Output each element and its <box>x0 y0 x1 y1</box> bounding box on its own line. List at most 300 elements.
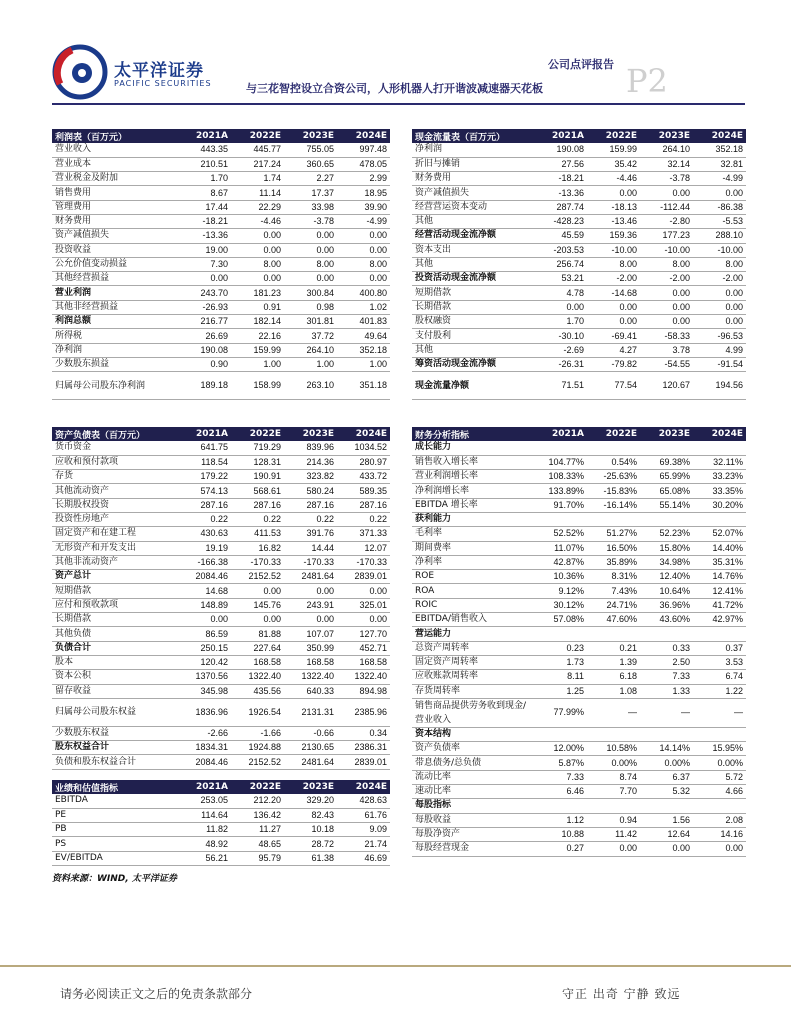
row-value: 41.72% <box>693 598 746 612</box>
row-value: -2.80 <box>640 214 693 228</box>
row-value: 6.37 <box>640 770 693 784</box>
table-row <box>412 214 746 228</box>
row-value: 1.22 <box>693 684 746 698</box>
row-value <box>693 727 746 741</box>
row-value: 168.58 <box>231 655 284 669</box>
row-value: -18.21 <box>534 172 587 186</box>
row-value: 433.72 <box>337 470 390 484</box>
row-value: 2481.64 <box>284 570 337 584</box>
row-value: 52.52% <box>534 527 587 541</box>
row-value: 391.76 <box>284 527 337 541</box>
row-value: 16.50% <box>587 541 640 555</box>
row-value: 10.36% <box>534 570 587 584</box>
table-header-row <box>52 129 390 143</box>
row-value <box>587 441 640 455</box>
row-label: 营业利润 <box>52 286 178 300</box>
row-value: 0.00 <box>640 286 693 300</box>
table-row <box>412 157 746 171</box>
row-value: 0.90 <box>178 357 231 371</box>
row-value: 95.79 <box>231 851 284 865</box>
row-value: 10.88 <box>534 827 587 841</box>
table-row <box>52 143 390 157</box>
row-label: 短期借款 <box>52 584 178 598</box>
row-value <box>693 627 746 641</box>
valuation-metrics-table <box>52 780 390 866</box>
row-value: 4.78 <box>534 286 587 300</box>
row-label: 销售费用 <box>52 186 178 200</box>
row-value: 1.02 <box>337 300 390 314</box>
table-row <box>412 286 746 300</box>
table-row <box>412 498 746 512</box>
row-label: 营业税金及附加 <box>52 172 178 186</box>
table-row <box>52 357 390 371</box>
row-value: 1.12 <box>534 813 587 827</box>
row-value: 300.84 <box>284 286 337 300</box>
table-row <box>52 741 390 755</box>
row-value: 445.77 <box>231 143 284 157</box>
row-value: 2.27 <box>284 172 337 186</box>
row-value: 5.72 <box>693 770 746 784</box>
row-value: 9.12% <box>534 584 587 598</box>
row-value: 22.29 <box>231 200 284 214</box>
row-value: -96.53 <box>693 329 746 343</box>
row-value: 2.08 <box>693 813 746 827</box>
table-row <box>52 570 390 584</box>
table-row <box>412 484 746 498</box>
row-value: 0.00 <box>693 315 746 329</box>
row-value: 0.00 <box>231 613 284 627</box>
row-value: 1834.31 <box>178 741 231 755</box>
table-row <box>52 470 390 484</box>
row-label: 公允价值变动损益 <box>52 257 178 271</box>
row-value <box>693 441 746 455</box>
row-value: 0.00 <box>587 842 640 856</box>
row-value <box>534 799 587 813</box>
row-value: 0.00 <box>231 272 284 286</box>
row-value: -166.38 <box>178 555 231 569</box>
row-value: 12.64 <box>640 827 693 841</box>
table-row <box>412 186 746 200</box>
row-label: 其他负债 <box>52 627 178 641</box>
row-value: 0.27 <box>534 842 587 856</box>
table-row <box>412 470 746 484</box>
row-value: 42.87% <box>534 555 587 569</box>
row-value: 159.99 <box>587 143 640 157</box>
row-value: 14.40% <box>693 541 746 555</box>
row-value: 0.22 <box>231 512 284 526</box>
cashflow-statement-table <box>412 129 746 400</box>
row-value: 8.11 <box>534 670 587 684</box>
row-value: 1034.52 <box>337 441 390 455</box>
row-label: 应收账款周转率 <box>412 670 534 684</box>
row-value: 0.00 <box>231 584 284 598</box>
row-value: 1.70 <box>534 315 587 329</box>
row-value: 190.08 <box>178 343 231 357</box>
row-value: 136.42 <box>231 808 284 822</box>
row-value: -30.10 <box>534 329 587 343</box>
row-label: 投资收益 <box>52 243 178 257</box>
row-value: 2.50 <box>640 655 693 669</box>
row-value: 2084.46 <box>178 570 231 584</box>
row-value: 0.21 <box>587 641 640 655</box>
row-value: 0.00 <box>640 842 693 856</box>
row-value: 24.71% <box>587 598 640 612</box>
table-row <box>412 243 746 257</box>
row-label: EBITDA <box>52 794 178 808</box>
row-value: 26.69 <box>178 329 231 343</box>
row-value: 1.00 <box>284 357 337 371</box>
row-value: 12.07 <box>337 541 390 555</box>
row-value: 168.58 <box>337 655 390 669</box>
row-value: 0.00% <box>640 756 693 770</box>
row-value: 120.42 <box>178 655 231 669</box>
row-value: 7.30 <box>178 257 231 271</box>
row-label: 销售收入增长率 <box>412 455 534 469</box>
row-value: 39.90 <box>337 200 390 214</box>
row-value: 360.65 <box>284 157 337 171</box>
table-row <box>52 851 390 865</box>
row-value: -428.23 <box>534 214 587 228</box>
row-value: 14.44 <box>284 541 337 555</box>
row-value: 9.09 <box>337 823 390 837</box>
row-value: 35.89% <box>587 555 640 569</box>
year-header: 2022E <box>231 427 284 441</box>
row-value: 158.99 <box>231 372 284 400</box>
row-value: 33.98 <box>284 200 337 214</box>
row-value <box>534 627 587 641</box>
row-label: 经营营运资本变动 <box>412 200 534 214</box>
row-label: 资产负债率 <box>412 742 534 756</box>
table-row <box>52 684 390 698</box>
row-value: 2.99 <box>337 172 390 186</box>
table-row <box>412 785 746 799</box>
table-title: 业绩和估值指标 <box>52 780 178 794</box>
row-value: -58.33 <box>640 329 693 343</box>
row-label: 每股收益 <box>412 813 534 827</box>
row-label: 每股经营现金 <box>412 842 534 856</box>
table-row <box>412 799 746 813</box>
row-label: 存货周转率 <box>412 684 534 698</box>
row-value: 574.13 <box>178 484 231 498</box>
row-value: 280.97 <box>337 455 390 469</box>
row-label: 每股净资产 <box>412 827 534 841</box>
row-value: 411.53 <box>231 527 284 541</box>
row-label: EBITDA/销售收入 <box>412 613 534 627</box>
row-label: 资产减值损失 <box>412 186 534 200</box>
table-title: 资产负债表（百万元） <box>52 427 178 441</box>
row-value: 0.00 <box>337 272 390 286</box>
row-value: 190.08 <box>534 143 587 157</box>
row-value: 159.36 <box>587 229 640 243</box>
table-row <box>412 727 746 741</box>
table-row <box>52 272 390 286</box>
row-label: EV/EBITDA <box>52 851 178 865</box>
header-divider <box>52 103 745 105</box>
row-label: 归属母公司股东权益 <box>52 698 178 726</box>
row-value: 51.27% <box>587 527 640 541</box>
row-label: 长期股权投资 <box>52 498 178 512</box>
row-value: 287.16 <box>178 498 231 512</box>
row-value: 0.00 <box>337 243 390 257</box>
year-header: 2022E <box>231 780 284 794</box>
row-value: 42.97% <box>693 613 746 627</box>
row-label: 净利率 <box>412 555 534 569</box>
row-label: ROIC <box>412 598 534 612</box>
row-label: 财务费用 <box>52 214 178 228</box>
row-value: 0.00 <box>284 584 337 598</box>
table-row <box>52 315 390 329</box>
row-value: 323.82 <box>284 470 337 484</box>
row-label: 股本 <box>52 655 178 669</box>
row-label: 无形资产和开发支出 <box>52 541 178 555</box>
row-value: -15.83% <box>587 484 640 498</box>
row-value: -0.66 <box>284 726 337 740</box>
table-row <box>412 343 746 357</box>
row-value: 256.74 <box>534 257 587 271</box>
table-row <box>412 813 746 827</box>
row-value <box>587 512 640 526</box>
year-header: 2021A <box>534 129 587 143</box>
row-value: 3.78 <box>640 343 693 357</box>
row-value: 1322.40 <box>337 670 390 684</box>
row-value: 81.88 <box>231 627 284 641</box>
row-value: 1.70 <box>178 172 231 186</box>
row-value: 8.31% <box>587 570 640 584</box>
row-value: 301.81 <box>284 315 337 329</box>
row-value: 452.71 <box>337 641 390 655</box>
row-value: 287.16 <box>337 498 390 512</box>
table-row <box>52 837 390 851</box>
row-value: 182.14 <box>231 315 284 329</box>
row-value: 179.22 <box>178 470 231 484</box>
row-value <box>534 727 587 741</box>
table-row <box>412 684 746 698</box>
table-row <box>412 272 746 286</box>
row-value: 2152.52 <box>231 570 284 584</box>
row-value: 53.21 <box>534 272 587 286</box>
row-label: 营业成本 <box>52 157 178 171</box>
row-value: 253.05 <box>178 794 231 808</box>
row-label: 少数股东损益 <box>52 357 178 371</box>
row-value: 7.33 <box>640 670 693 684</box>
row-value: 133.89% <box>534 484 587 498</box>
row-value: -2.00 <box>693 272 746 286</box>
row-value: 65.08% <box>640 484 693 498</box>
row-value <box>640 441 693 455</box>
row-label: 经营活动现金流净额 <box>412 229 534 243</box>
table-row <box>52 541 390 555</box>
row-value: 47.60% <box>587 613 640 627</box>
table-row <box>412 257 746 271</box>
row-value: 0.00 <box>587 186 640 200</box>
row-label: 带息债务/总负债 <box>412 756 534 770</box>
table-row <box>412 455 746 469</box>
table-row <box>52 498 390 512</box>
row-value: 287.16 <box>284 498 337 512</box>
table-row <box>412 756 746 770</box>
row-value: -16.14% <box>587 498 640 512</box>
row-value: 1.08 <box>587 684 640 698</box>
row-value: 0.00 <box>284 272 337 286</box>
row-value: 12.40% <box>640 570 693 584</box>
row-value: 894.98 <box>337 684 390 698</box>
row-value: 1.56 <box>640 813 693 827</box>
row-label: 资本结构 <box>412 727 534 741</box>
row-value: 32.11% <box>693 455 746 469</box>
row-value: 61.38 <box>284 851 337 865</box>
table-row <box>52 613 390 627</box>
table-header-row <box>412 129 746 143</box>
row-label: 少数股东权益 <box>52 726 178 740</box>
row-value: 4.99 <box>693 343 746 357</box>
table-row <box>412 742 746 756</box>
row-value: 3.53 <box>693 655 746 669</box>
row-value: -26.93 <box>178 300 231 314</box>
table-row <box>412 512 746 526</box>
row-label: 资本支出 <box>412 243 534 257</box>
row-value: 1322.40 <box>231 670 284 684</box>
row-value: 264.10 <box>284 343 337 357</box>
row-label: 其他流动资产 <box>52 484 178 498</box>
row-value: 1924.88 <box>231 741 284 755</box>
row-value: 190.91 <box>231 470 284 484</box>
row-value: -13.36 <box>534 186 587 200</box>
row-value: 77.54 <box>587 372 640 400</box>
row-value: -3.78 <box>640 172 693 186</box>
table-row <box>52 300 390 314</box>
row-value: 0.00 <box>693 186 746 200</box>
table-row <box>52 484 390 498</box>
row-value: 10.58% <box>587 742 640 756</box>
row-value <box>587 727 640 741</box>
report-headline: 与三花智控设立合资公司，人形机器人打开谐波减速器天花板 <box>246 82 543 95</box>
row-value: 30.20% <box>693 498 746 512</box>
row-value: 65.99% <box>640 470 693 484</box>
table-row <box>412 541 746 555</box>
company-logo-icon <box>52 44 108 100</box>
table-row <box>52 286 390 300</box>
row-value: — <box>640 698 693 727</box>
row-value: 48.65 <box>231 837 284 851</box>
row-label: 投资性房地产 <box>52 512 178 526</box>
table-row <box>412 441 746 455</box>
row-value: 0.00 <box>231 243 284 257</box>
table-row <box>412 315 746 329</box>
row-label: 净利润 <box>412 143 534 157</box>
table-row <box>412 329 746 343</box>
table-row <box>52 655 390 669</box>
row-value: -4.46 <box>587 172 640 186</box>
row-value: 0.37 <box>693 641 746 655</box>
row-value: 148.89 <box>178 598 231 612</box>
table-header-row <box>412 427 746 441</box>
row-value: 159.99 <box>231 343 284 357</box>
row-value: 401.83 <box>337 315 390 329</box>
row-value: -4.99 <box>693 172 746 186</box>
table-row <box>52 808 390 822</box>
row-value: 478.05 <box>337 157 390 171</box>
year-header: 2021A <box>178 129 231 143</box>
row-value: 127.70 <box>337 627 390 641</box>
row-value: 33.35% <box>693 484 746 498</box>
row-value: 194.56 <box>693 372 746 400</box>
row-value: 263.10 <box>284 372 337 400</box>
row-value: 0.98 <box>284 300 337 314</box>
row-value: 45.59 <box>534 229 587 243</box>
row-value: — <box>693 698 746 727</box>
table-row <box>52 527 390 541</box>
row-label: 其他 <box>412 214 534 228</box>
row-value: -2.00 <box>587 272 640 286</box>
row-value: 0.33 <box>640 641 693 655</box>
row-value: -4.46 <box>231 214 284 228</box>
row-label: 短期借款 <box>412 286 534 300</box>
row-value: 12.00% <box>534 742 587 756</box>
row-value: -18.13 <box>587 200 640 214</box>
table-row <box>412 357 746 371</box>
row-value <box>640 627 693 641</box>
row-value <box>640 799 693 813</box>
row-value: 1.00 <box>231 357 284 371</box>
row-label: 毛利率 <box>412 527 534 541</box>
row-value: -112.44 <box>640 200 693 214</box>
row-label: 固定资产和在建工程 <box>52 527 178 541</box>
row-value: 0.00 <box>693 842 746 856</box>
year-header: 2023E <box>640 427 693 441</box>
row-value: 4.66 <box>693 785 746 799</box>
income-statement-table <box>52 129 390 400</box>
row-value: 243.91 <box>284 598 337 612</box>
row-value: 0.00 <box>534 300 587 314</box>
row-label: 每股指标 <box>412 799 534 813</box>
row-value: 0.00 <box>640 300 693 314</box>
table-row <box>412 613 746 627</box>
row-value: 214.36 <box>284 455 337 469</box>
row-value: 0.34 <box>337 726 390 740</box>
row-value: 641.75 <box>178 441 231 455</box>
row-label: 资本公积 <box>52 670 178 684</box>
table-row <box>412 172 746 186</box>
row-value: 264.10 <box>640 143 693 157</box>
row-label: 营业利润增长率 <box>412 470 534 484</box>
row-label: 其他非经营损益 <box>52 300 178 314</box>
row-value: 0.00 <box>284 243 337 257</box>
row-value: 17.44 <box>178 200 231 214</box>
table-row <box>52 555 390 569</box>
row-value: 28.72 <box>284 837 337 851</box>
row-label: 负债和股东权益合计 <box>52 755 178 769</box>
row-value: 8.00 <box>337 257 390 271</box>
row-value: 128.31 <box>231 455 284 469</box>
table-row <box>52 441 390 455</box>
row-value: 104.77% <box>534 455 587 469</box>
row-label: 期间费率 <box>412 541 534 555</box>
row-value: 428.63 <box>337 794 390 808</box>
row-value: 43.60% <box>640 613 693 627</box>
row-value: 212.20 <box>231 794 284 808</box>
row-value: 287.74 <box>534 200 587 214</box>
row-value: 0.94 <box>587 813 640 827</box>
row-label: 折旧与摊销 <box>412 157 534 171</box>
footer-divider <box>0 965 791 967</box>
row-value: 32.14 <box>640 157 693 171</box>
row-value: 1.33 <box>640 684 693 698</box>
row-label: 净利润增长率 <box>412 484 534 498</box>
row-value: 52.23% <box>640 527 693 541</box>
row-label: 现金流量净额 <box>412 372 534 400</box>
row-value: 719.29 <box>231 441 284 455</box>
row-value: 1.73 <box>534 655 587 669</box>
